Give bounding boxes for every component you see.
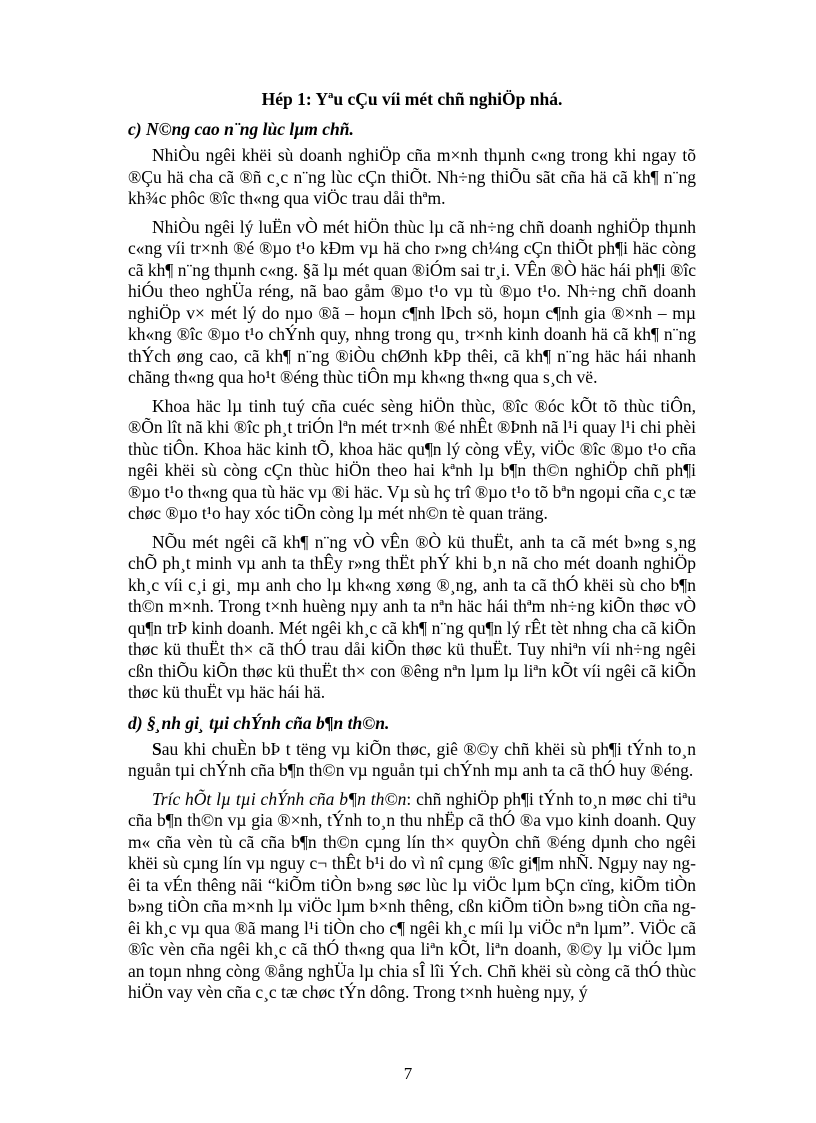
paragraph: NhiÒu ngêi lý luËn vÒ mét hiÖn thùc lµ cã nh÷ng chñ doanh nghiÖp thµnh c«ng víi tr×nh ®é ®µo t¹o kÐm vµ hä cho r»ng ch¼ng cÇn thiÕt ph¶i häc còng cã kh¶ n¨ng thµnh c«ng. §ã lµ mét quan ®iÓm sai tr¸i. VÊn ®Ò häc hái ph¶i ®îc hiÓu theo nghÜa réng, nã bao gåm ®µo t¹o vµ tù ®µo t¹o. Nh÷ng chñ doanh nghiÖp v× mét lý do nµo ®ã – hoµn c¶nh lÞch sö, hoµn c¶nh gia ®×nh – mµ kh«ng ®îc ®µo t¹o chÝnh quy, nhng trong qu¸ tr×nh kinh doanh hä cã kh¶ n¨ng thÝch øng cao, cã kh¶ n¨ng ®iÒu chØnh kÞp thêi, cã kh¶ n¨ng häc hái nhanh chãng th«ng qua ho¹t ®éng thùc tiÔn mµ kh«ng th«ng qua s¸ch vë. <box>128 216 696 387</box>
drop-letter: S <box>152 738 162 759</box>
paragraph-lead-italic: Tríc hÕt lµ tµi chÝnh cña b¶n th©n <box>152 788 407 809</box>
page-number: 7 <box>403 1064 413 1083</box>
paragraph: NhiÒu ngêi khëi sù doanh nghiÖp cña m×nh thµnh c«ng trong khi ngay tõ ®Çu hä cha cã ®ñ c¸c n¨ng lùc cÇn thiÕt. Nh÷ng thiÕu sãt cña hä cã kh¶ n¨ng kh¾c phôc ®îc th«ng qua viÖc trau dåi thªm. <box>128 145 696 208</box>
section-d-title: d) §¸nh gi¸ tµi chÝnh cña b¶n th©n. <box>128 712 390 733</box>
paragraph <box>128 739 696 782</box>
paragraph-text: au khi chuÈn bÞ t tëng vµ kiÕn thøc, giê ®©y chñ khëi sù ph¶i tÝnh to¸n nguån tµi chÝnh cña b¶n th©n vµ nguån tµi chÝnh mµ anh ta cã thÓ huy ®éng. <box>128 738 696 780</box>
paragraph <box>128 789 696 1004</box>
paragraph: Khoa häc lµ tinh tuý cña cuéc sèng hiÖn thùc, ®îc ®óc kÕt tõ thùc tiÔn, ®Õn lît nã khi ®îc ph¸t triÓn lªn mét tr×nh ®é nhÊt ®Þnh nã l¹i quay l¹i chi phèi thùc tiÔn. Khoa häc kinh tÕ, khoa häc qu¶n lý còng vËy, viÖc ®îc ®µo t¹o cña ngêi khëi sù còng cÇn thùc hiÖn theo hai kªnh lµ b¶n th©n nghiÖp chñ ph¶i ®µo t¹o th«ng qua tù häc vµ ®i häc. Vµ sù hç trî ®µo t¹o tõ bªn ngoµi cña c¸c tæ chøc ®µo t¹o hay xóc tiÕn còng lµ mét nh©n tè quan träng. <box>128 395 696 523</box>
section-c-title: c) N©ng cao n¨ng lùc lµm chñ. <box>128 119 354 139</box>
paragraph: NÕu mét ngêi cã kh¶ n¨ng vÒ vÊn ®Ò kü thuËt, anh ta cã mét b»ng s¸ng chÕ ph¸t minh vµ anh ta thÊy r»ng thËt phÝ khi b¸n nã cho mét doanh nghiÖp kh¸c víi c¸i gi¸ mµ anh cho lµ kh«ng xøng ®¸ng, anh ta cã thÓ khëi sù cho b¶n th©n m×nh. Trong t×nh huèng nµy anh ta nªn häc hái thªm nh÷ng kiÕn thøc vÒ qu¶n trÞ kinh doanh. Mét ngêi kh¸c cã kh¶ n¨ng qu¶n lý rÊt tèt nhng cha cã kiÕn thøc kü thuËt th× cã thÓ trau dåi kiÕn thøc kü thuËt. Tuy nhiªn víi nh÷ng ngêi cßn thiÕu kiÕn thøc kü thuËt th× con ®êng nªn lµm lµ liªn kÕt víi ngêi cã kiÕn thøc kü thuËt vµ häc hái hä. <box>128 531 696 702</box>
paragraph-text: : chñ nghiÖp ph¶i tÝnh to¸n møc chi tiªu cña b¶n th©n vµ gia ®×nh, tÝnh to¸n thu nhËp cã thÓ ®a vµo kinh doanh. Quy m« cña vèn tù cã cña b¶n th©n cµng lín th× quyÒn chñ ®éng dµnh cho ngêi khëi sù cµng lín vµ nguy c¬ thÊt b¹i do vì nî cµng ®îc gi¶m nhÑ. Ngµy nay ngêi ta vÉn thêng nãi “kiÕm tiÒn b»ng søc lùc lµ viÖc lµm bÇn cïng, kiÕm tiÒn b»ng tiÒn cña m×nh lµ viÖc lµm b×nh thêng, cßn kiÕm tiÒn b»ng tiÒn cña ngêi kh¸c vµ qua ®ã mang l¹i tiÒn cho c¶ ngêi kh¸c míi lµ viÖc nªn lµm”. ViÖc cã ®îc vèn cña ngêi kh¸c cã thÓ th«ng qua liªn kÕt, liªn doanh, ®©y lµ viÖc lµm an toµn nhng còng ®ång nghÜa lµ chia sÎ lîi Ých. Chñ khëi sù còng cã thÓ thùc hiÖn vay vèn cña c¸c tæ chøc tÝn dông. Trong t×nh huèng nµy, ý <box>128 788 696 1002</box>
page-content <box>128 86 696 1011</box>
box-heading: Hép 1: Yªu cÇu víi mét chñ nghiÖp nhá. <box>261 89 563 109</box>
